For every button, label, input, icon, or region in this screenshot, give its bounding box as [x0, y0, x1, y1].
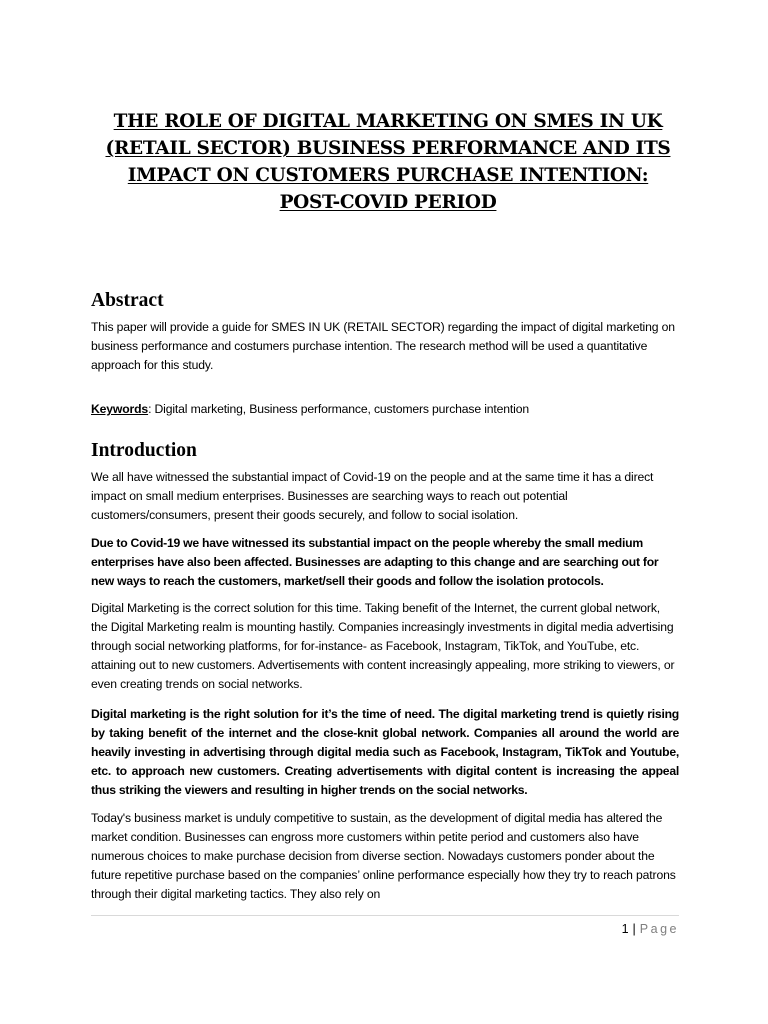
footer-divider — [91, 915, 679, 916]
intro-paragraph-5: Today's business market is unduly competitive to sustain, as the development of digital media has altered the market condition. Businesses can engross more customers within petite period and customers also have numerous choices to make purchase decision from diverse section. Nowadays customers ponder about the future repetitive purchase based on the companies’ online performance especially how they try to reach patrons through their digital marketing tactics. They also rely on — [91, 811, 676, 902]
page-number: 1 — [621, 922, 629, 936]
intro-paragraph-1: We all have witnessed the substantial impact of Covid-19 on the people and at the same time it has a direct impact on small medium enterprises. Businesses are searching ways to reach out potential customers/consumers, present their goods securely, and follow to social isolation. — [91, 470, 654, 523]
abstract-heading: Abstract — [91, 290, 164, 311]
intro-paragraph-4: Digital marketing is the right solution for it’s the time of need. The digital marketing trend is quietly rising by taking benefit of the internet and the close-knit global network. Companies all around the world are heavily investing in advertising through digital media such as Facebook, Instagram, TikTok and Youtube, etc. to approach new customers. Creating advertisements with digital content is increasing the appeal thus striking the viewers and resulting in higher trends on the social networks. — [91, 707, 679, 798]
intro-paragraph-3: Digital Marketing is the correct solution for this time. Taking benefit of the Internet, the current global network, the Digital Marketing realm is mounting hastily. Companies increasingly investments in digital media advertising through social networking platforms, for for-instance- as Facebook, Instagram, TikTok, and YouTube, etc. attaining out to new customers. Advertisements with content increasingly appealing, more striking to viewers, or even creating trends on social networks. — [91, 601, 675, 692]
introduction-heading: Introduction — [91, 440, 197, 461]
keywords-label: Keywords — [91, 402, 149, 416]
keywords-line — [91, 400, 679, 419]
abstract-text: This paper will provide a guide for SMES IN UK (RETAIL SECTOR) regarding the impact of digital marketing on business performance and costumers purchase intention. The research method will be used a quantitative approach for this study. — [91, 320, 675, 373]
document-title: THE ROLE OF DIGITAL MARKETING ON SMES IN UK (RETAIL SECTOR) BUSINESS PERFORMANCE AND ITS IMPACT ON CUSTOMERS PURCHASE INTENTION: POST-COVID PERIOD — [105, 111, 671, 213]
intro-paragraph-2: Due to Covid-19 we have witnessed its substantial impact on the people whereby the small medium enterprises have also been affected. Businesses are adapting to this change and are searching out for new ways to reach the customers, market/sell their goods and follow the isolation protocols. — [91, 536, 659, 589]
page-footer — [622, 920, 679, 938]
keywords-text: : Digital marketing, Business performance, customers purchase intention — [148, 402, 529, 416]
page-label: Page — [639, 922, 679, 936]
footer-separator: | — [632, 922, 636, 936]
